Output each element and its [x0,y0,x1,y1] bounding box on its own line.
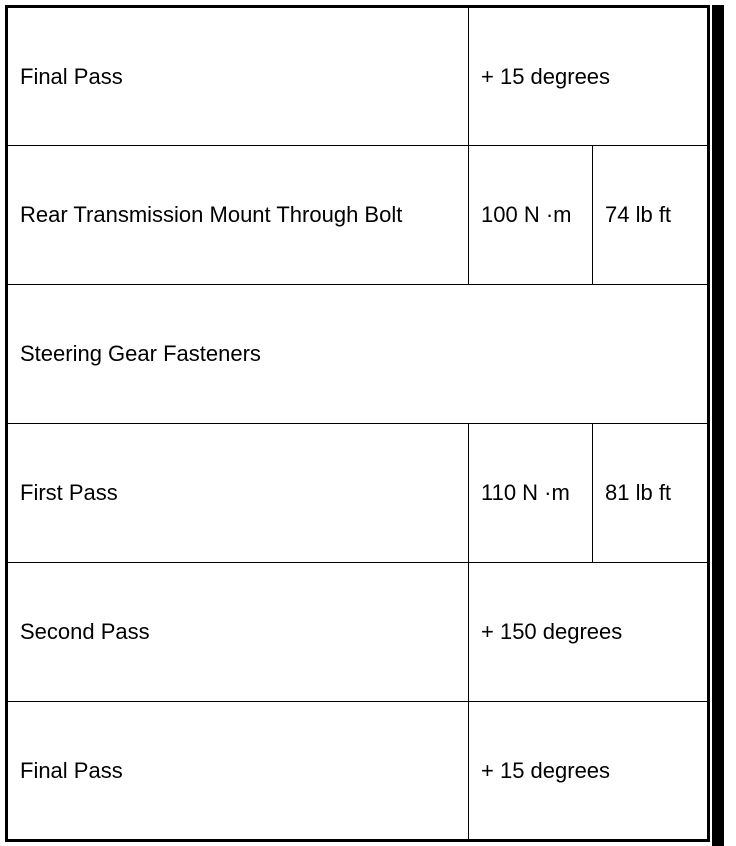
spec-label-cell: Second Pass [7,563,469,702]
spec-label-cell: Final Pass [7,702,469,841]
right-border-bar [712,5,724,846]
table-row [7,285,709,424]
spec-angle-cell: + 15 degrees [469,702,709,841]
torque-specification-table [5,5,710,842]
spec-english-cell: 74 lb ft [593,146,709,285]
table-row [7,424,709,563]
table-row [7,7,709,146]
table-row [7,563,709,702]
spec-angle-cell: + 150 degrees [469,563,709,702]
spec-metric-cell: 110 N ·m [469,424,593,563]
spec-label-cell: Final Pass [7,7,469,146]
table-row [7,702,709,841]
table-row [7,146,709,285]
spec-metric-cell: 100 N ·m [469,146,593,285]
spec-english-cell: 81 lb ft [593,424,709,563]
section-heading-cell: Steering Gear Fasteners [7,285,709,424]
spec-label-cell: First Pass [7,424,469,563]
spec-angle-cell: + 15 degrees [469,7,709,146]
spec-label-cell: Rear Transmission Mount Through Bolt [7,146,469,285]
